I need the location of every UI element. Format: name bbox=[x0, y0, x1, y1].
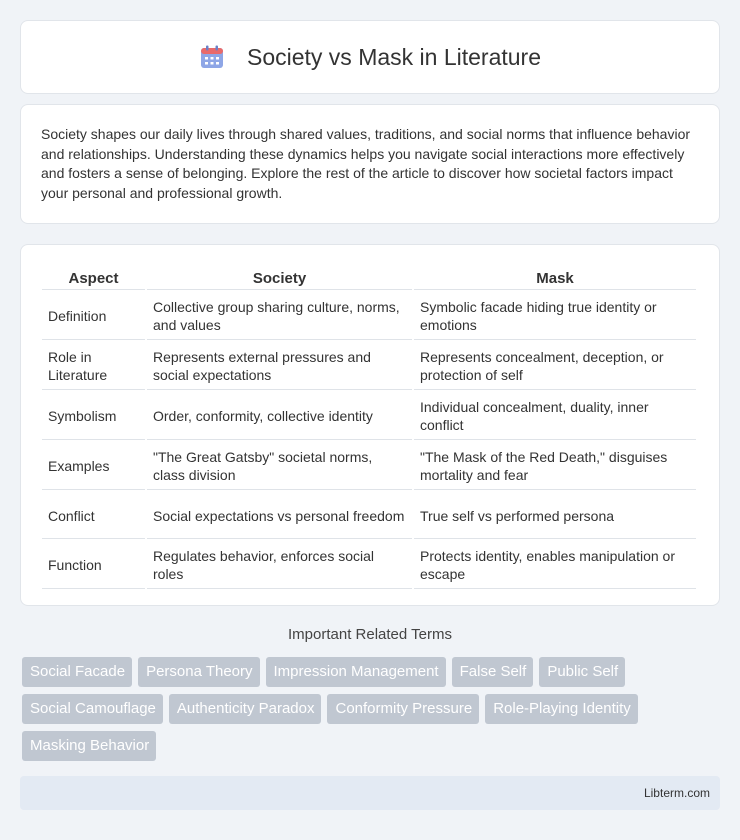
related-term-tag[interactable]: Persona Theory bbox=[138, 657, 259, 687]
comparison-table-card bbox=[20, 244, 720, 606]
cell-society: Order, conformity, collective identity bbox=[147, 392, 412, 440]
related-term-tag[interactable]: Social Camouflage bbox=[22, 694, 163, 724]
intro-card bbox=[20, 104, 720, 224]
cell-aspect: Definition bbox=[42, 292, 145, 340]
cell-mask: Protects identity, enables manipulation or escape bbox=[414, 541, 696, 589]
table-row bbox=[42, 492, 696, 539]
related-term-tag[interactable]: Social Facade bbox=[22, 657, 132, 687]
related-term-tag[interactable]: Role-Playing Identity bbox=[485, 694, 638, 724]
related-term-tag[interactable]: Masking Behavior bbox=[22, 731, 156, 761]
related-term-tag[interactable]: Public Self bbox=[539, 657, 625, 687]
page-title: Society vs Mask in Literature bbox=[246, 43, 541, 70]
related-term-tag[interactable]: Authenticity Paradox bbox=[169, 694, 322, 724]
cell-aspect: Function bbox=[42, 541, 145, 589]
cell-society: "The Great Gatsby" societal norms, class division bbox=[147, 442, 412, 490]
table-row bbox=[42, 292, 696, 340]
title-card bbox=[20, 20, 720, 94]
cell-aspect: Examples bbox=[42, 442, 145, 490]
cell-mask: Represents concealment, deception, or protection of self bbox=[414, 342, 696, 390]
calendar-icon bbox=[199, 44, 225, 70]
related-term-tag[interactable]: False Self bbox=[452, 657, 534, 687]
related-terms-list bbox=[22, 657, 722, 768]
cell-mask: "The Mask of the Red Death," disguises mortality and fear bbox=[414, 442, 696, 490]
cell-society: Regulates behavior, enforces social roles bbox=[147, 541, 412, 589]
header-society: Society bbox=[147, 269, 412, 290]
cell-mask: Individual concealment, duality, inner conflict bbox=[414, 392, 696, 440]
cell-mask: True self vs performed persona bbox=[414, 492, 696, 539]
related-term-tag[interactable]: Conformity Pressure bbox=[327, 694, 479, 724]
footer-site-link[interactable]: Libterm.com bbox=[643, 786, 710, 800]
comparison-table bbox=[40, 267, 698, 591]
cell-society: Represents external pressures and social expectations bbox=[147, 342, 412, 390]
cell-society: Social expectations vs personal freedom bbox=[147, 492, 412, 539]
table-row bbox=[42, 392, 696, 440]
cell-society: Collective group sharing culture, norms, and values bbox=[147, 292, 412, 340]
cell-aspect: Symbolism bbox=[42, 392, 145, 440]
related-term-tag[interactable]: Impression Management bbox=[266, 657, 446, 687]
cell-mask: Symbolic facade hiding true identity or emotions bbox=[414, 292, 696, 340]
footer bbox=[20, 776, 720, 810]
header-mask: Mask bbox=[414, 269, 696, 290]
table-row bbox=[42, 342, 696, 390]
table-header-row bbox=[42, 269, 696, 290]
cell-aspect: Conflict bbox=[42, 492, 145, 539]
table-row bbox=[42, 442, 696, 490]
header-aspect: Aspect bbox=[42, 269, 145, 290]
table-row bbox=[42, 541, 696, 589]
related-terms-title: Important Related Terms bbox=[288, 626, 452, 643]
cell-aspect: Role in Literature bbox=[42, 342, 145, 390]
intro-text: Society shapes our daily lives through shared values, traditions, and social norms that influence behavior and relationships. Understanding these dynamics helps you navigate social interactions more effectively and fosters a sense of belonging. Explore the rest of the article to discover how societal factors impact your personal and professional growth. bbox=[41, 126, 691, 201]
